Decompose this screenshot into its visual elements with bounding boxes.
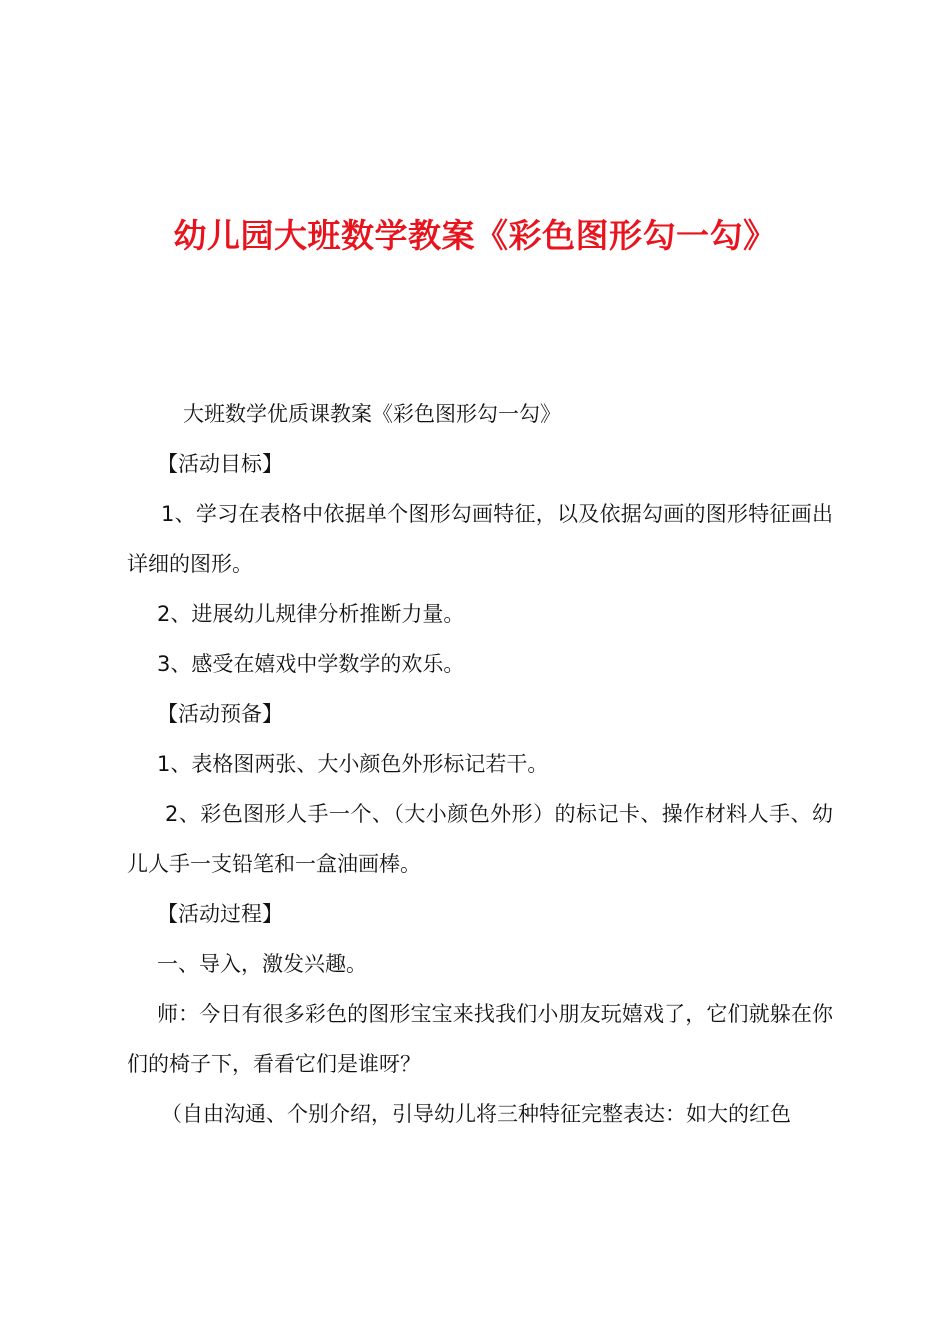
paragraph-discussion: （自由沟通、个别介绍，引导幼儿将三种特征完整表达：如大的红色 — [161, 1102, 791, 1126]
paragraph-goal-2: 2、进展幼儿规律分析推断力量。 — [157, 602, 465, 626]
paragraph-prep-2: 2、彩色图形人手一个、（大小颜色外形）的标记卡、操作材料人手、幼儿人手一支铅笔和一盒油画棒。 — [127, 802, 833, 876]
section-heading-preparation: 【活动预备】 — [157, 702, 283, 726]
section-heading-process: 【活动过程】 — [157, 902, 283, 926]
paragraph-goal-1: 1、学习在表格中依据单个图形勾画特征，以及依据勾画的图形特征画出详细的图形。 — [127, 502, 833, 576]
paragraph-prep-1: 1、表格图两张、大小颜色外形标记若干。 — [157, 752, 549, 776]
paragraph-goal-3: 3、感受在嬉戏中学数学的欢乐。 — [157, 652, 465, 676]
paragraph-subtitle: 大班数学优质课教案《彩色图形勾一勾》 — [183, 402, 561, 426]
section-heading-goals: 【活动目标】 — [157, 452, 283, 476]
document-title: 幼儿园大班数学教案《彩色图形勾一勾》 — [173, 216, 777, 255]
document-body — [127, 389, 833, 1139]
paragraph-teacher-line: 师：今日有很多彩色的图形宝宝来找我们小朋友玩嬉戏了，它们就躲在你们的椅子下，看看它们是谁呀？ — [127, 1002, 833, 1076]
paragraph-process-1: 一、导入，激发兴趣。 — [157, 952, 367, 976]
